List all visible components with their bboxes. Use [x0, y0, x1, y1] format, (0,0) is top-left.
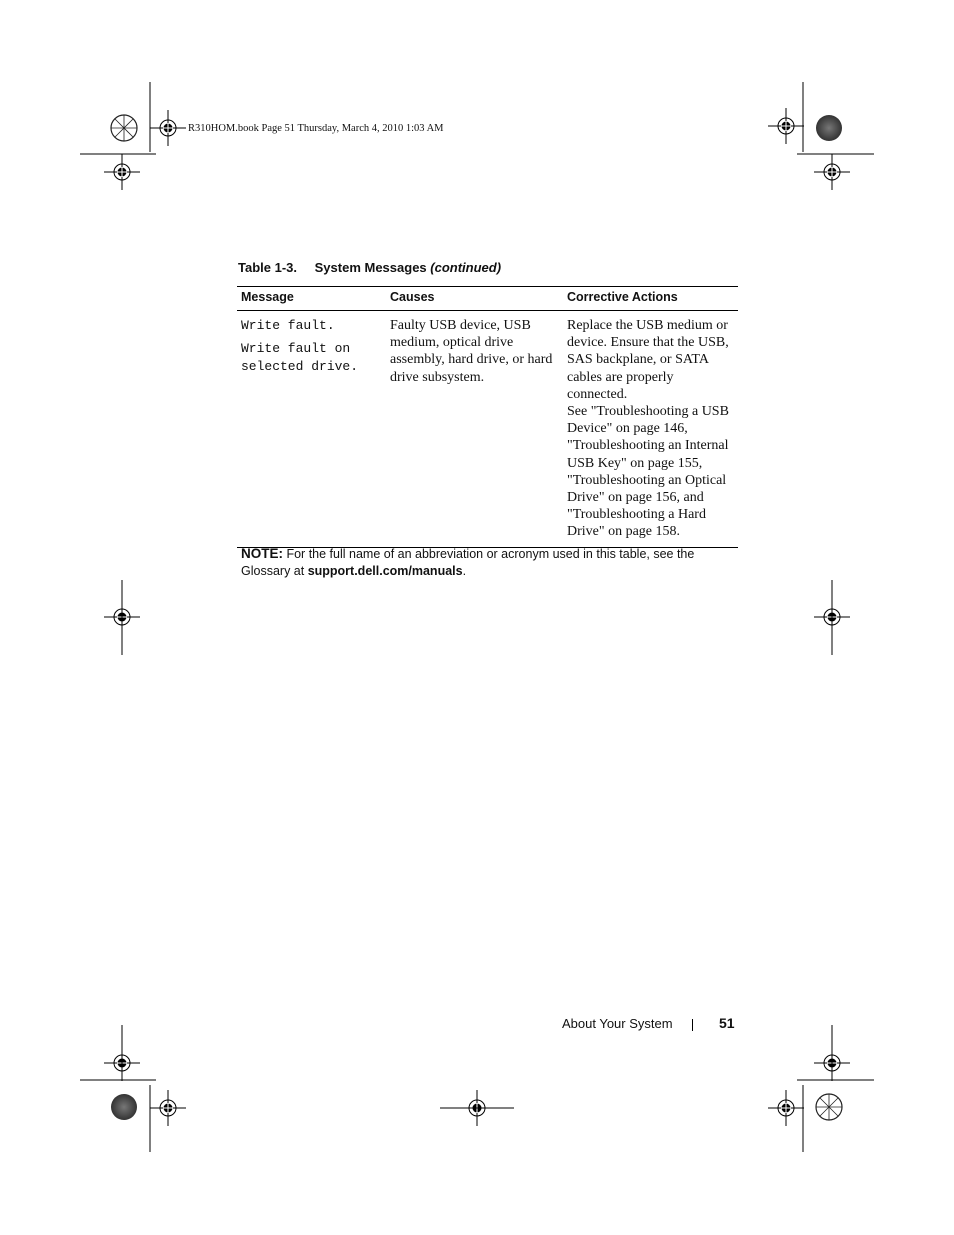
column-header-causes: Causes — [386, 287, 563, 311]
action-text: Replace the USB medium or device. Ensure that the USB, SAS backplane, or SATA cables are properly connected. — [567, 318, 729, 402]
actions-cell — [563, 311, 738, 548]
causes-cell: Faulty USB device, USB medium, optical drive assembly, hard drive, or hard drive subsystem. — [386, 311, 563, 548]
book-header: R310HOM.book Page 51 Thursday, March 4, 2010 1:03 AM — [188, 123, 444, 134]
message-cell — [237, 311, 386, 548]
table-row — [237, 311, 738, 548]
table-header-row — [237, 287, 738, 311]
manuals-link[interactable]: support.dell.com/manuals — [307, 564, 463, 578]
table-title: System Messages — [314, 260, 427, 275]
table-number: Table 1-3. — [238, 260, 298, 275]
note-label: NOTE: — [241, 546, 283, 561]
column-header-message: Message — [237, 287, 386, 311]
registration-mark-icon — [768, 108, 804, 144]
footer-separator — [692, 1019, 693, 1031]
action-text: See "Troubleshooting a USB Device" on page 146, "Troubleshooting an Internal USB Key" on page 155, "Troubleshooting an Optical Drive" on page 156, and "Troubleshooting a Hard Drive" on page 158. — [567, 404, 729, 540]
registration-mark-icon — [150, 1090, 186, 1126]
note-end: . — [462, 564, 467, 578]
note-text: For the full name of an abbreviation or acronym used in this table, see the Glossary at — [241, 547, 695, 578]
system-messages-table — [237, 286, 738, 548]
message-text: Write fault. — [241, 318, 335, 333]
registration-mark-icon — [104, 154, 140, 190]
density-patch-icon — [111, 1094, 137, 1120]
message-text: Write fault on selected drive. — [241, 341, 359, 374]
note — [241, 545, 741, 580]
table-continued: (continued) — [430, 260, 502, 275]
registration-mark-icon — [768, 1090, 804, 1126]
density-patch-icon — [816, 115, 842, 141]
registration-mark-icon — [814, 154, 850, 190]
registration-mark-icon — [150, 110, 186, 146]
page-number: 51 — [719, 1015, 735, 1031]
column-header-actions: Corrective Actions — [563, 287, 738, 311]
table-caption — [238, 260, 501, 275]
footer-section-title: About Your System — [562, 1016, 673, 1031]
